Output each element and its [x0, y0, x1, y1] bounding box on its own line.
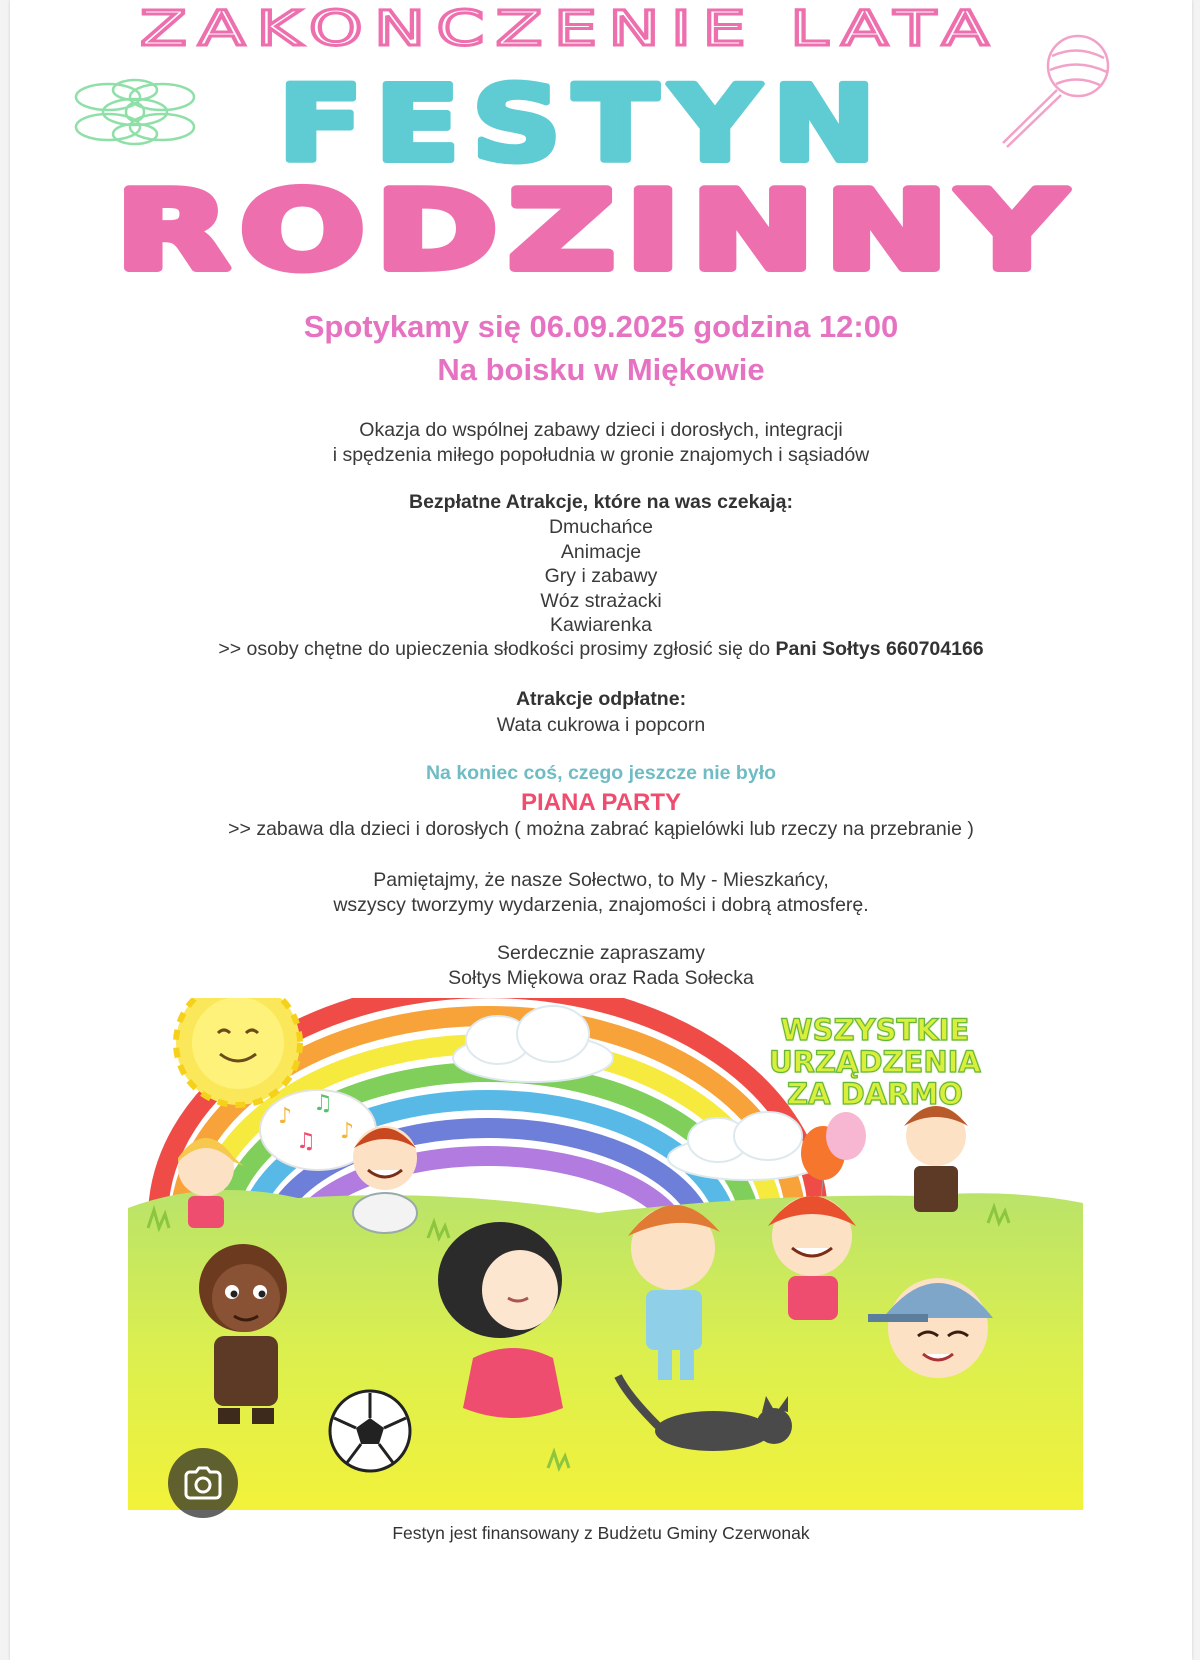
intro-line: Okazja do wspólnej zabawy dzieci i dorosłych, integracji	[359, 419, 843, 441]
intro-paragraph	[10, 418, 1192, 467]
svg-text:♪: ♪	[340, 1119, 355, 1144]
soccer-ball	[330, 1391, 410, 1471]
reminder-line: Pamiętajmy, że nasze Sołectwo, to My - Mieszkańcy,	[373, 869, 829, 891]
attraction-item: Gry i zabawy	[544, 565, 658, 587]
baking-note-text: >> osoby chętne do upieczenia słodkości prosimy zgłosić się do	[218, 638, 776, 660]
visual-search-button[interactable]	[168, 1448, 238, 1518]
smiling-sun	[176, 998, 300, 1105]
svg-text:♫: ♫	[296, 1129, 316, 1154]
finale-teaser: Na koniec coś, czego jeszcze nie było	[425, 762, 777, 784]
invitation-signature	[10, 941, 1192, 990]
paid-attractions-list	[10, 713, 1192, 738]
meeting-date-time: Spotykamy się 06.09.2025 godzina 12:00	[303, 309, 899, 344]
community-reminder	[10, 868, 1192, 917]
attraction-item: Wata cukrowa i popcorn	[496, 714, 706, 736]
piana-party-description: >> zabawa dla dzieci i dorosłych ( można zabrać kąpielówki lub rzeczy na przebranie )	[228, 818, 974, 840]
baking-note	[10, 637, 1192, 662]
camera-lens-icon	[168, 1448, 238, 1518]
lollipop-doodle	[1003, 36, 1108, 147]
title-festyn: FESTYN	[278, 63, 888, 185]
badge-line: WSZYSTKIE	[780, 1013, 970, 1047]
piana-party-title: PIANA PARTY	[520, 789, 681, 816]
attraction-item: Wóz strażacki	[540, 589, 662, 612]
badge-line: ZA DARMO	[787, 1077, 963, 1111]
attraction-item: Animacje	[560, 540, 642, 563]
poster-heading	[10, 0, 1192, 300]
meeting-place: Na boisku w Miękowie	[437, 352, 765, 387]
svg-text:♪: ♪	[278, 1104, 293, 1129]
paid-attractions-heading: Atrakcje odpłatne:	[515, 688, 687, 710]
soltys-contact: Pani Sołtys 660704166	[775, 638, 984, 660]
attraction-item: Kawiarenka	[550, 614, 652, 636]
top-line-text: ZAKONCZENIE LATA	[140, 1, 1001, 57]
free-attractions-list	[10, 515, 1192, 638]
intro-line: i spędzenia miłego popołudnia w gronie znajomych i sąsiadów	[332, 443, 870, 466]
invite-line: Serdecznie zapraszamy	[496, 942, 706, 964]
free-equipment-badge	[740, 1014, 1010, 1110]
reminder-line: wszyscy tworzymy wydarzenia, znajomości i dobrą atmosferę.	[333, 893, 869, 916]
free-attractions-heading: Bezpłatne Atrakcje, które na was czekają:	[408, 491, 794, 513]
svg-text:♫: ♫	[313, 1091, 333, 1116]
flower-doodle	[76, 80, 194, 144]
child-drummer	[353, 1126, 417, 1233]
title-rodzinny: RODZINNY	[116, 169, 1076, 294]
attraction-item: Dmuchańce	[548, 516, 654, 538]
badge-line: URZĄDZENIA	[769, 1045, 981, 1079]
funding-footer: Festyn jest finansowany z Budżetu Gminy Czerwonak	[392, 1523, 810, 1543]
invite-line: Sołtys Miękowa oraz Rada Sołecka	[448, 966, 754, 989]
